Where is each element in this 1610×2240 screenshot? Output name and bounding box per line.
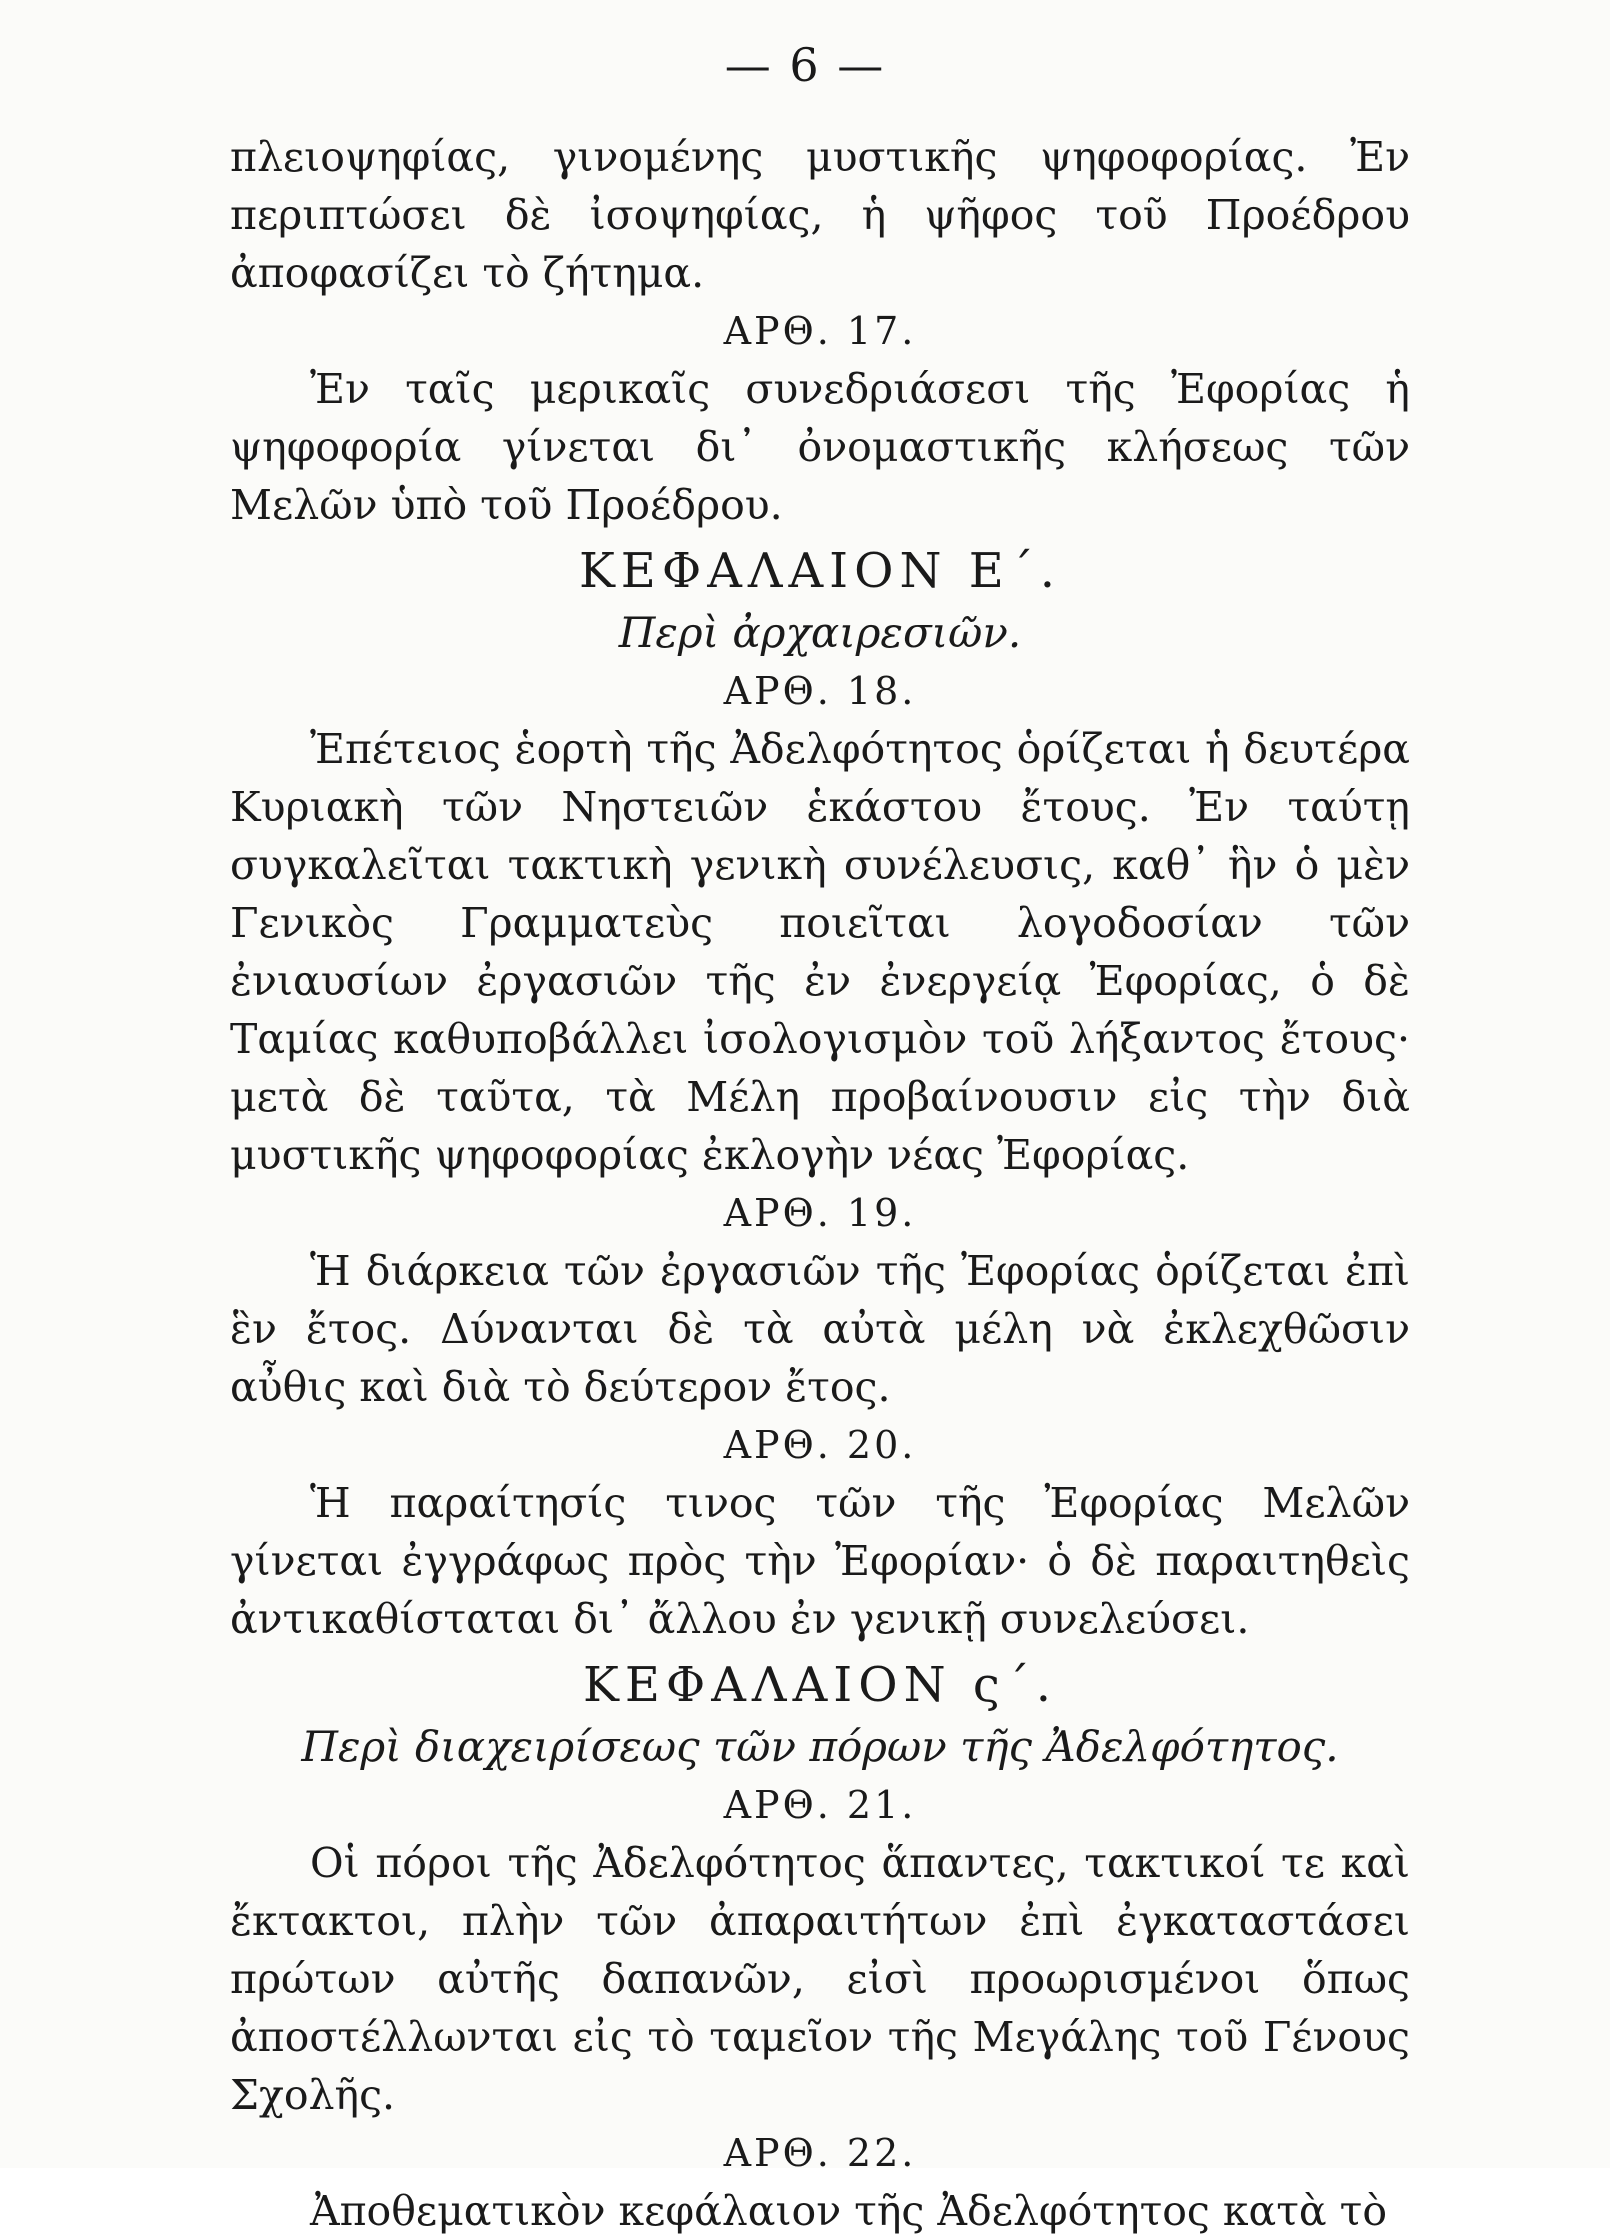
paragraph-article-21: Οἱ πόροι τῆς Ἀδελφότητος ἅπαντες, τακτικοί τε καὶ ἔκτακτοι, πλὴν τῶν ἀπαραιτήτων ἐπὶ ἐγκαταστάσει πρώτων αὐτῆς δαπανῶν, εἰσὶ προωρισμένοι ὅπως ἀποστέλλωνται εἰς τὸ ταμεῖον τῆς Μεγάλης τοῦ Γένους Σχολῆς. xyxy=(230,1839,1410,2119)
article-heading-18: ΑΡΘ. 18. xyxy=(723,669,917,713)
article-heading-20: ΑΡΘ. 20. xyxy=(723,1423,917,1467)
paragraph-article-19: Ἡ διάρκεια τῶν ἐργασιῶν τῆς Ἐφορίας ὁρίζεται ἐπὶ ἓν ἔτος. Δύνανται δὲ τὰ αὐτὰ μέλη νὰ ἐκλεχθῶσιν αὖθις καὶ διὰ τὸ δεύτερον ἔτος. xyxy=(230,1247,1410,1411)
paragraph-article-18: Ἐπέτειος ἑορτὴ τῆς Ἀδελφότητος ὁρίζεται ἡ δευτέρα Κυριακὴ τῶν Νηστειῶν ἑκάστου ἔτους. Ἐν ταύτῃ συγκαλεῖται τακτικὴ γενικὴ συνέλευσις, καθ᾿ ἣν ὁ μὲν Γενικὸς Γραμματεὺς ποιεῖται λογοδοσίαν τῶν ἐνιαυσίων ἐργασιῶν τῆς ἐν ἐνεργείᾳ Ἐφορίας, ὁ δὲ Ταμίας καθυποβάλλει ἰσολογισμὸν τοῦ λήξαντος ἔτους· μετὰ δὲ ταῦτα, τὰ Μέλη προβαίνουσιν εἰς τὴν διὰ μυστικῆς ψηφοφορίας ἐκλογὴν νέας Ἐφορίας. xyxy=(230,725,1410,1179)
document-body xyxy=(230,128,1410,2240)
chapter-heading-6: ΚΕΦΑΛΑΙΟΝ ς΄. xyxy=(583,1657,1057,1713)
chapter-subtitle-5: Περὶ ἀρχαιρεσιῶν. xyxy=(618,608,1022,657)
article-heading-22: ΑΡΘ. 22. xyxy=(723,2131,917,2175)
chapter-heading-5: ΚΕΦΑΛΑΙΟΝ Ε΄. xyxy=(578,543,1062,599)
page-number: — 6 — xyxy=(724,38,886,92)
chapter-subtitle-6: Περὶ διαχειρίσεως τῶν πόρων τῆς Ἀδελφότητος. xyxy=(301,1722,1339,1771)
article-heading-21: ΑΡΘ. 21. xyxy=(723,1783,917,1827)
paragraph-article-22: Ἀποθεματικὸν κεφάλαιον τῆς Ἀδελφότητος κατὰ τὸ xyxy=(310,2187,1388,2235)
article-heading-17: ΑΡΘ. 17. xyxy=(723,309,917,353)
paragraph-article-20: Ἡ παραίτησίς τινος τῶν τῆς Ἐφορίας Μελῶν γίνεται ἐγγράφως πρὸς τὴν Ἐφορίαν· ὁ δὲ παραιτηθεὶς ἀντικαθίσταται δι᾿ ἄλλου ἐν γενικῇ συνελεύσει. xyxy=(230,1479,1410,1643)
paragraph-continuation: πλειοψηφίας, γινομένης μυστικῆς ψηφοφορίας. Ἐν περιπτώσει δὲ ἰσοψηφίας, ἡ ψῆφος τοῦ Προέδρου ἀποφασίζει τὸ ζήτημα. xyxy=(230,133,1410,297)
paragraph-article-17: Ἐν ταῖς μερικαῖς συνεδριάσεσι τῆς Ἐφορίας ἡ ψηφοφορία γίνεται δι᾿ ὀνομαστικῆς κλήσεως τῶν Μελῶν ὑπὸ τοῦ Προέδρου. xyxy=(230,365,1410,529)
article-heading-19: ΑΡΘ. 19. xyxy=(723,1191,917,1235)
